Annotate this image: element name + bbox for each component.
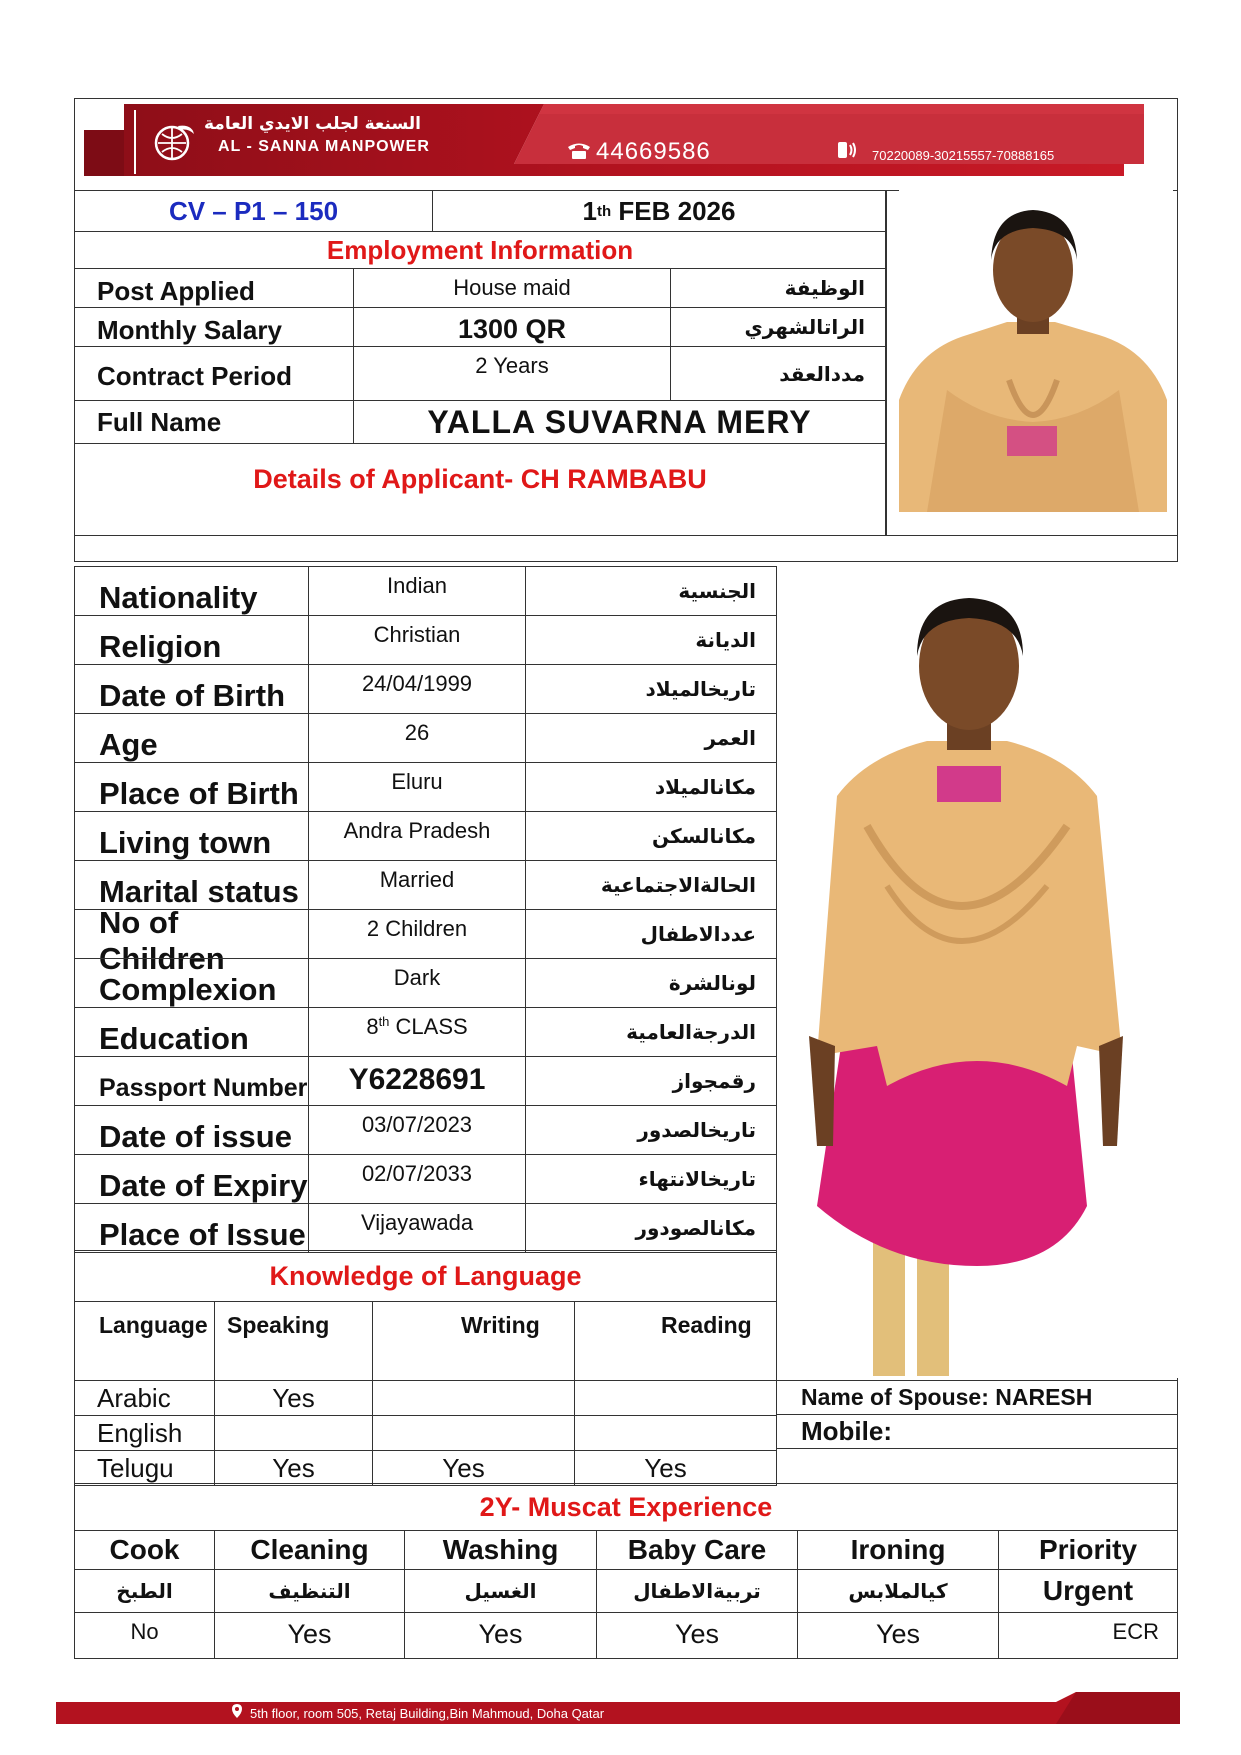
applicant-details: Details of Applicant- CH RAMBABU [74,443,886,536]
language-row-name: English [74,1415,215,1451]
personal-row-value-text: 24/04/1999 [361,671,473,696]
employment-row-value: 2 Years [353,346,671,401]
cv-date [432,190,886,232]
personal-row-value [308,762,526,812]
personal-row-label: Education [74,1007,309,1057]
language-row-writing: Yes [372,1450,575,1486]
personal-row-arabic: لونالشرة [525,958,777,1008]
language-row-reading: Yes [574,1450,777,1486]
mobile-icon [836,140,860,160]
skill-name: Cleaning [214,1530,405,1570]
employment-row-label: Post Applied [74,268,354,308]
mobile-value-empty [776,1448,1178,1484]
personal-row-arabic: العمر [525,713,777,763]
footer-bar [56,1692,1180,1724]
applicant-photo-full [776,566,1178,1378]
personal-row-value-text: 2 Children [366,916,468,941]
cv-ref: CV – P1 – 150 [74,190,433,232]
employment-row-arabic: مددالعقد [670,346,886,401]
personal-row-value-text: 26 [404,720,430,745]
personal-row-value [308,1154,526,1204]
personal-row-label: No of Children [74,909,309,959]
employment-row-value: House maid [353,268,671,308]
priority-label: Priority [998,1530,1178,1570]
personal-row-value-text: 02/07/2033 [361,1161,473,1186]
personal-row-value-text: Andra Pradesh [343,818,491,843]
personal-row-value [308,958,526,1008]
employment-row-value: 1300 QR [353,307,671,347]
personal-row-value [308,615,526,665]
full-name-label: Full Name [74,400,354,444]
skill-arabic: التنظيف [214,1569,405,1613]
personal-row-arabic: تاريخالصدور [525,1105,777,1155]
personal-row-value-text: 03/07/2023 [361,1112,473,1137]
skill-name: Cook [74,1530,215,1570]
language-row-name: Telugu [74,1450,215,1486]
language-row-speaking [214,1415,373,1451]
personal-row-arabic: الدرجةالعامية [525,1007,777,1057]
skill-arabic: الطبخ [74,1569,215,1613]
applicant-photo-portrait [886,190,1178,536]
language-row-name: Arabic [74,1380,215,1416]
phone-number: 44669586 [596,138,711,165]
education-suffix: th [378,1014,390,1029]
personal-row-value-text: Indian [387,573,447,598]
skill-value: No [74,1612,215,1659]
footer-address: 5th floor, room 505, Retaj Building,Bin Mahmoud, Doha Qatar [250,1706,605,1721]
personal-row-arabic: تاريخالانتهاء [525,1154,777,1204]
language-row-speaking: Yes [214,1450,373,1486]
personal-row-value [308,860,526,910]
employment-row-label: Monthly Salary [74,307,354,347]
experience-title: 2Y- Muscat Experience [74,1483,1178,1531]
personal-row-value-text: Christian [373,622,461,647]
skill-value: Yes [214,1612,405,1659]
personal-row-label: Religion [74,615,309,665]
skill-arabic: تربيةالاطفال [596,1569,798,1613]
personal-row-arabic: عددالاطفال [525,909,777,959]
language-row-writing [372,1380,575,1416]
employment-title: Employment Information [74,231,886,269]
personal-row-value-text: Vijayawada [360,1210,474,1235]
personal-row-label: Place of Birth [74,762,309,812]
top-divider [74,536,1178,562]
personal-row-value [308,664,526,714]
personal-row-arabic: الحالةالاجتماعية [525,860,777,910]
personal-row-arabic: مكانالميلاد [525,762,777,812]
skill-name: Washing [404,1530,597,1570]
personal-row-value [308,1056,526,1106]
personal-row-label: Nationality [74,566,309,616]
personal-row-value [308,1203,526,1253]
language-header-speaking: Speaking [214,1301,373,1381]
skill-value: Yes [797,1612,999,1659]
personal-row-arabic: رقمجواز [525,1056,777,1106]
personal-row-value [308,1105,526,1155]
language-title: Knowledge of Language [74,1250,777,1302]
personal-row-value-text: Married [379,867,455,892]
personal-row-label: Passport Number [74,1056,309,1106]
location-pin-icon [232,1704,242,1718]
language-row-writing [372,1415,575,1451]
personal-row-label: Complexion [74,958,309,1008]
personal-row-value-text: Y6228691 [348,1063,486,1096]
personal-row-arabic: الجنسية [525,566,777,616]
phone-icon [566,140,592,160]
personal-row-arabic: مكانالصودور [525,1203,777,1253]
employment-row-arabic: الوظيفة [670,268,886,308]
personal-row-value [308,1007,526,1057]
language-header-reading: Reading [574,1301,777,1381]
priority-note: ECR [998,1612,1178,1659]
personal-row-arabic: الديانة [525,615,777,665]
cv-date-suffix: th [597,202,612,220]
skill-value: Yes [596,1612,798,1659]
header-banner [84,104,1172,186]
company-name-english: AL - SANNA MANPOWER [218,138,430,155]
personal-row-label: Marital status [74,860,309,910]
mobile-label: Mobile: [776,1414,1178,1449]
personal-row-label: Date of issue [74,1105,309,1155]
personal-row-label: Place of Issue [74,1203,309,1253]
priority-value: Urgent [998,1569,1178,1613]
company-logo-icon [152,122,196,162]
employment-row-label: Contract Period [74,346,354,401]
spouse-name: Name of Spouse: NARESH [776,1380,1178,1415]
skill-arabic: كيالملابس [797,1569,999,1613]
language-row-reading [574,1415,777,1451]
personal-row-value [308,909,526,959]
personal-row-arabic: تاريخالميلاد [525,664,777,714]
personal-row-value [308,566,526,616]
language-header-writing: Writing [372,1301,575,1381]
cv-date-rest: FEB 2026 [611,195,736,226]
personal-row-label: Age [74,713,309,763]
mobile-numbers: 70220089-30215557-70888165 [872,148,1055,163]
personal-row-label: Living town [74,811,309,861]
skill-name: Baby Care [596,1530,798,1570]
cv-date-day: 1 [582,195,597,226]
personal-row-value [308,811,526,861]
education-rest: CLASS [389,1014,468,1039]
skill-arabic: الغسيل [404,1569,597,1613]
skill-name: Ironing [797,1530,999,1570]
skill-value: Yes [404,1612,597,1659]
personal-row-label: Date of Birth [74,664,309,714]
personal-row-value-text: Dark [393,965,441,990]
personal-row-value-text: Eluru [391,769,443,794]
company-name-arabic: السنعة لجلب الايدي العامة [204,114,421,134]
personal-row-arabic: مكانالسكن [525,811,777,861]
language-row-reading [574,1380,777,1416]
personal-row-value [308,713,526,763]
language-header-language: Language [74,1301,215,1381]
full-name-value: YALLA SUVARNA MERY [353,400,886,444]
personal-row-value-text: 8 [366,1014,379,1039]
employment-row-arabic: الراتالشهري [670,307,886,347]
language-row-speaking: Yes [214,1380,373,1416]
personal-row-label: Date of Expiry [74,1154,309,1204]
